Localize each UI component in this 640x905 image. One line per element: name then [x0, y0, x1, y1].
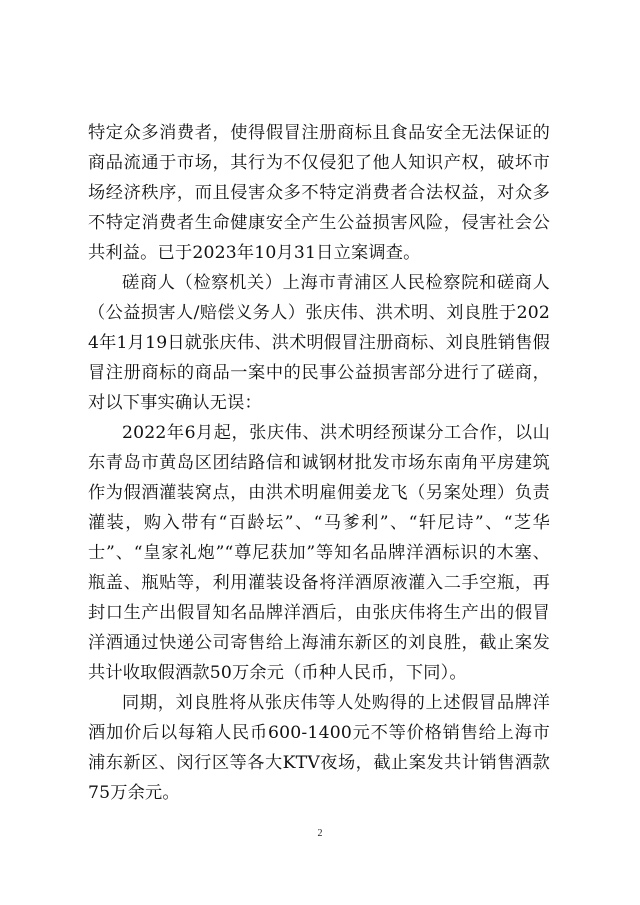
- paragraph-2: 磋商人（检察机关）上海市青浦区人民检察院和磋商人（公益损害人/赔偿义务人）张庆伟、洪术明、刘良胜于2024年1月19日就张庆伟、洪术明假冒注册商标、刘良胜销售假冒注册商标的商品一案中的民事公益损害部分进行了磋商，对以下事实确认无误：: [88, 273, 550, 413]
- paragraph-3: 2022年6月起，张庆伟、洪术明经预谋分工合作，以山东青岛市黄岛区团结路信和诚钢材批发市场东南角平房建筑作为假酒灌装窝点，由洪术明雇佣姜龙飞（另案处理）负责灌装，购入带有“百龄坛”、“马爹利”、“轩尼诗”、“芝华士”、“皇家礼炮”“尊尼获加”等知名品牌洋酒标识的木塞、瓶盖、瓶贴等，利用灌装设备将洋酒原液灌入二手空瓶，再封口生产出假冒知名品牌洋酒后，由张庆伟将生产出的假冒洋酒通过快递公司寄售给上海浦东新区的刘良胜，截止案发共计收取假酒款50万余元（币种人民币，下同）。: [88, 423, 550, 683]
- document-body: [88, 118, 550, 808]
- paragraph-4: 同期，刘良胜将从张庆伟等人处购得的上述假冒品牌洋酒加价后以每箱人民币600-1400元不等价格销售给上海市浦东新区、闵行区等各大KTV夜场，截止案发共计销售酒款75万余元。: [88, 693, 550, 803]
- paragraph-1: 特定众多消费者，使得假冒注册商标且食品安全无法保证的商品流通于市场，其行为不仅侵犯了他人知识产权，破坏市场经济秩序，而且侵害众多不特定消费者合法权益，对众多不特定消费者生命健康安全产生公益损害风险，侵害社会公共利益。已于2023年10月31日立案调查。: [88, 123, 550, 263]
- page-number: 2: [317, 828, 323, 839]
